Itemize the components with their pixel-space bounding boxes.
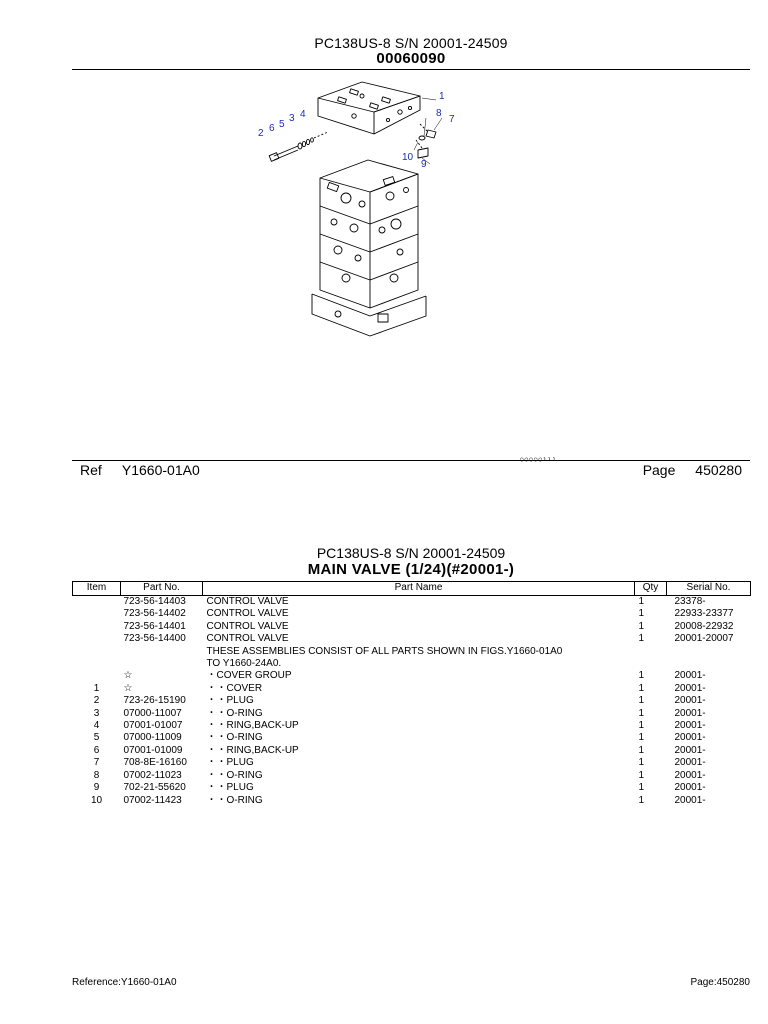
item-cell bbox=[73, 596, 121, 609]
serial-cell: 20001- bbox=[674, 682, 706, 694]
assembly-note-line-2: TO Y1660-24A0. bbox=[206, 658, 282, 670]
part-name-cell: CONTROL VALVE bbox=[206, 620, 289, 632]
serial-cell: 20001- bbox=[674, 695, 706, 707]
table-row bbox=[73, 633, 751, 645]
qty-cell: 1 bbox=[638, 633, 645, 645]
part-no-cell: 708-8E-16160 bbox=[123, 757, 187, 769]
part-name-cell: ・・RING,BACK-UP bbox=[206, 720, 299, 732]
serial-cell: 23378- bbox=[674, 596, 706, 607]
table-row bbox=[73, 757, 751, 769]
qty-cell: 1 bbox=[638, 695, 645, 707]
part-no-cell: 723-56-14402 bbox=[123, 608, 186, 620]
callout-4: 4 bbox=[300, 109, 306, 120]
ref-label: Ref bbox=[80, 462, 102, 478]
callout-8: 8 bbox=[436, 108, 442, 119]
callout-7: 7 bbox=[449, 114, 455, 125]
part-name-cell: ・・O-RING bbox=[206, 707, 263, 719]
column-header-serial-no: Serial No. bbox=[667, 582, 751, 596]
assembly-note bbox=[203, 646, 751, 671]
part-no-cell: 07002-11023 bbox=[123, 769, 182, 781]
qty-cell: 1 bbox=[638, 744, 645, 756]
qty-cell: 1 bbox=[638, 769, 645, 781]
serial-cell: 20001- bbox=[674, 720, 706, 732]
serial-cell: 20001- bbox=[674, 769, 706, 781]
reference-rule bbox=[72, 460, 750, 461]
serial-cell: 20001-20007 bbox=[674, 633, 734, 645]
table-header-row bbox=[73, 582, 751, 596]
part-no-cell: 07000-11009 bbox=[123, 732, 182, 744]
part-no-cell: 723-56-14403 bbox=[123, 596, 186, 607]
part-name-cell: ・・O-RING bbox=[206, 769, 263, 781]
table-row bbox=[73, 732, 751, 744]
qty-cell: 1 bbox=[638, 620, 645, 632]
item-cell bbox=[73, 633, 121, 645]
qty-cell: 1 bbox=[638, 794, 645, 806]
footer-page: Page:450280 bbox=[690, 977, 750, 988]
part-name-cell: ・・PLUG bbox=[206, 695, 254, 707]
qty-cell: 1 bbox=[638, 596, 645, 607]
part-no-cell: 07000-11007 bbox=[123, 707, 182, 719]
part-no-cell: 07001-01007 bbox=[123, 720, 183, 732]
qty-cell: 1 bbox=[638, 682, 645, 694]
footer-reference: Reference:Y1660-01A0 bbox=[72, 977, 177, 988]
part-no-cell: ☆ bbox=[123, 670, 133, 682]
serial-cell: 20001- bbox=[674, 782, 706, 794]
column-header-part-name: Part Name bbox=[203, 582, 635, 596]
part-name-cell: CONTROL VALVE bbox=[206, 596, 289, 607]
part-no-cell: 07002-11423 bbox=[123, 794, 182, 806]
qty-cell: 1 bbox=[638, 757, 645, 769]
part-name-cell: ・・O-RING bbox=[206, 794, 263, 806]
page-label: Page bbox=[642, 462, 676, 478]
table-row bbox=[73, 670, 751, 682]
qty-cell: 1 bbox=[638, 732, 645, 744]
item-cell: 10 bbox=[90, 794, 103, 806]
table-row bbox=[73, 596, 751, 609]
serial-cell: 20001- bbox=[674, 794, 706, 806]
table-row bbox=[73, 795, 751, 807]
part-no-cell: 07001-01009 bbox=[123, 744, 183, 756]
header-rule bbox=[72, 69, 750, 70]
table-row bbox=[73, 770, 751, 782]
page-value: 450280 bbox=[695, 462, 742, 478]
part-name-cell: ・・O-RING bbox=[206, 732, 263, 744]
parts-table bbox=[72, 581, 751, 807]
qty-cell: 1 bbox=[638, 670, 645, 682]
table-row bbox=[73, 695, 751, 707]
part-no-cell: 723-26-15190 bbox=[123, 695, 186, 707]
callout-2: 2 bbox=[258, 128, 264, 139]
callout-9: 9 bbox=[421, 159, 427, 170]
item-cell: 5 bbox=[93, 732, 100, 744]
table-note-row bbox=[73, 646, 751, 671]
drawing-number: 00060090 bbox=[376, 50, 446, 67]
qty-cell: 1 bbox=[638, 720, 645, 732]
item-cell bbox=[73, 608, 121, 620]
part-name-cell: ・COVER GROUP bbox=[206, 670, 292, 682]
part-name-cell: CONTROL VALVE bbox=[206, 633, 289, 645]
item-cell: 8 bbox=[93, 769, 100, 781]
table-row bbox=[73, 708, 751, 720]
column-header-qty: Qty bbox=[635, 582, 667, 596]
callout-3: 3 bbox=[289, 113, 295, 124]
serial-cell: 20001- bbox=[674, 757, 706, 769]
item-cell bbox=[73, 621, 121, 633]
exploded-view-drawing bbox=[250, 78, 480, 338]
part-name-cell: ・・PLUG bbox=[206, 782, 254, 794]
part-no-cell: 723-56-14401 bbox=[123, 620, 186, 632]
scale-mark: ○○○○○ııı bbox=[520, 456, 557, 463]
table-row bbox=[73, 683, 751, 695]
callout-10: 10 bbox=[402, 152, 414, 163]
item-cell: 6 bbox=[93, 744, 100, 756]
serial-cell: 20001- bbox=[674, 670, 706, 682]
section-header-model: PC138US-8 S/N 20001-24509 bbox=[316, 545, 506, 561]
assembly-note-line-1: THESE ASSEMBLIES CONSIST OF ALL PARTS SHOWN IN FIGS.Y1660-01A0 bbox=[206, 645, 563, 657]
table-row bbox=[73, 782, 751, 794]
ref-value: Y1660-01A0 bbox=[121, 462, 200, 478]
callout-1: 1 bbox=[439, 91, 445, 102]
part-name-cell: CONTROL VALVE bbox=[206, 608, 289, 620]
item-cell: 7 bbox=[93, 757, 100, 769]
item-cell: 1 bbox=[93, 682, 100, 694]
serial-cell: 20001- bbox=[674, 744, 706, 756]
qty-cell: 1 bbox=[638, 608, 645, 620]
serial-cell: 22933-23377 bbox=[674, 608, 734, 620]
part-no-cell: ☆ bbox=[123, 682, 133, 694]
item-cell bbox=[73, 670, 121, 682]
part-name-cell: ・・COVER bbox=[206, 682, 263, 694]
table-row bbox=[73, 608, 751, 620]
table-row bbox=[73, 745, 751, 757]
page-header-model: PC138US-8 S/N 20001-24509 bbox=[314, 35, 508, 51]
qty-cell: 1 bbox=[638, 782, 645, 794]
part-no-cell: 702-21-55620 bbox=[123, 782, 186, 794]
serial-cell: 20001- bbox=[674, 732, 706, 744]
serial-cell: 20008-22932 bbox=[674, 620, 734, 632]
item-cell: 3 bbox=[93, 707, 100, 719]
column-header-part-no: Part No. bbox=[121, 582, 203, 596]
part-name-cell: ・・PLUG bbox=[206, 757, 254, 769]
item-cell: 9 bbox=[93, 782, 100, 794]
part-name-cell: ・・RING,BACK-UP bbox=[206, 744, 299, 756]
item-cell: 2 bbox=[93, 695, 100, 707]
section-title: MAIN VALVE (1/24)(#20001-) bbox=[307, 561, 515, 578]
part-no-cell: 723-56-14400 bbox=[123, 633, 186, 645]
serial-cell: 20001- bbox=[674, 707, 706, 719]
item-cell: 4 bbox=[93, 720, 100, 732]
column-header-item: Item bbox=[73, 582, 121, 596]
callout-6: 6 bbox=[269, 123, 275, 134]
qty-cell: 1 bbox=[638, 707, 645, 719]
table-row bbox=[73, 720, 751, 732]
table-row bbox=[73, 621, 751, 633]
callout-5: 5 bbox=[279, 119, 285, 130]
